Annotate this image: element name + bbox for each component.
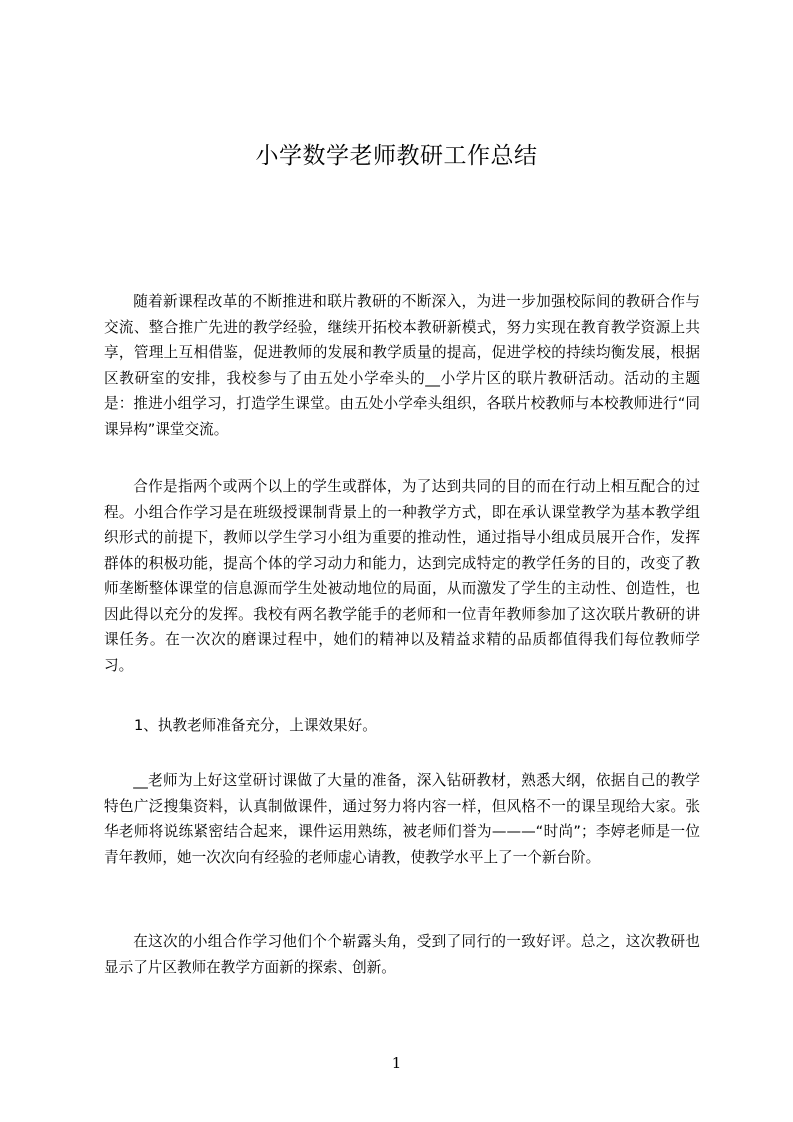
page-number: 1 <box>391 1054 402 1072</box>
paragraph-conclusion: 在这次的小组合作学习他们个个崭露头角，受到了同行的一致好评。总之，这次教研也显示了片区教师在教学方面新的探索、创新。 <box>104 933 700 976</box>
page-title: 小学数学老师教研工作总结 <box>255 143 538 169</box>
paragraph-cooperation: 合作是指两个或两个以上的学生或群体，为了达到共同的目的而在行动上相互配合的过程。小组合作学习是在班级授课制背景上的一种教学方式，即在承认课堂教学为基本教学组织形式的前提下，教师以学生学习小组为重要的推动性，通过指导小组成员展开合作，发挥群体的积极功能，提高个体的学习动力和能力，达到完成特定的教学任务的目的，改变了教师垄断整体课堂的信息源而学生处被动地位的局面，从而激发了学生的主动性、创造性，也因此得以充分的发挥。我校有两名教学能手的老师和一位青年教师参加了这次联片教研的讲课任务。在一次次的磨课过程中，她们的精神以及精益求精的品质都值得我们每位教师学习。 <box>104 478 700 674</box>
paragraph-teacher-preparation: __老师为上好这堂研讨课做了大量的准备，深入钻研教材，熟悉大纲，依据自己的教学特色广泛搜集资料，认真制做课件，通过努力将内容一样，但风格不一的课呈现给大家。张华老师将说练紧密结合起来，课件运用熟练，被老师们誉为———“时尚”；李婷老师是一位青年教师，她一次次向有经验的老师虚心请教，使教学水平上了一个新台阶。 <box>104 772 700 866</box>
section-heading-preparation: 1、执教老师准备充分，上课效果好。 <box>134 717 377 734</box>
paragraph-intro: 随着新课程改革的不断推进和联片教研的不断深入，为进一步加强校际间的教研合作与交流、整合推广先进的教学经验，继续开拓校本教研新模式，努力实现在教育教学资源上共享，管理上互相借鉴，促进教师的发展和教学质量的提高，促进学校的持续均衡发展，根据区教研室的安排，我校参与了由五处小学牵头的__小学片区的联片教研活动。活动的主题是：推进小组学习，打造学生课堂。由五处小学牵头组织，各联片校教师与本校教师进行“同课异构”课堂交流。 <box>104 293 700 438</box>
